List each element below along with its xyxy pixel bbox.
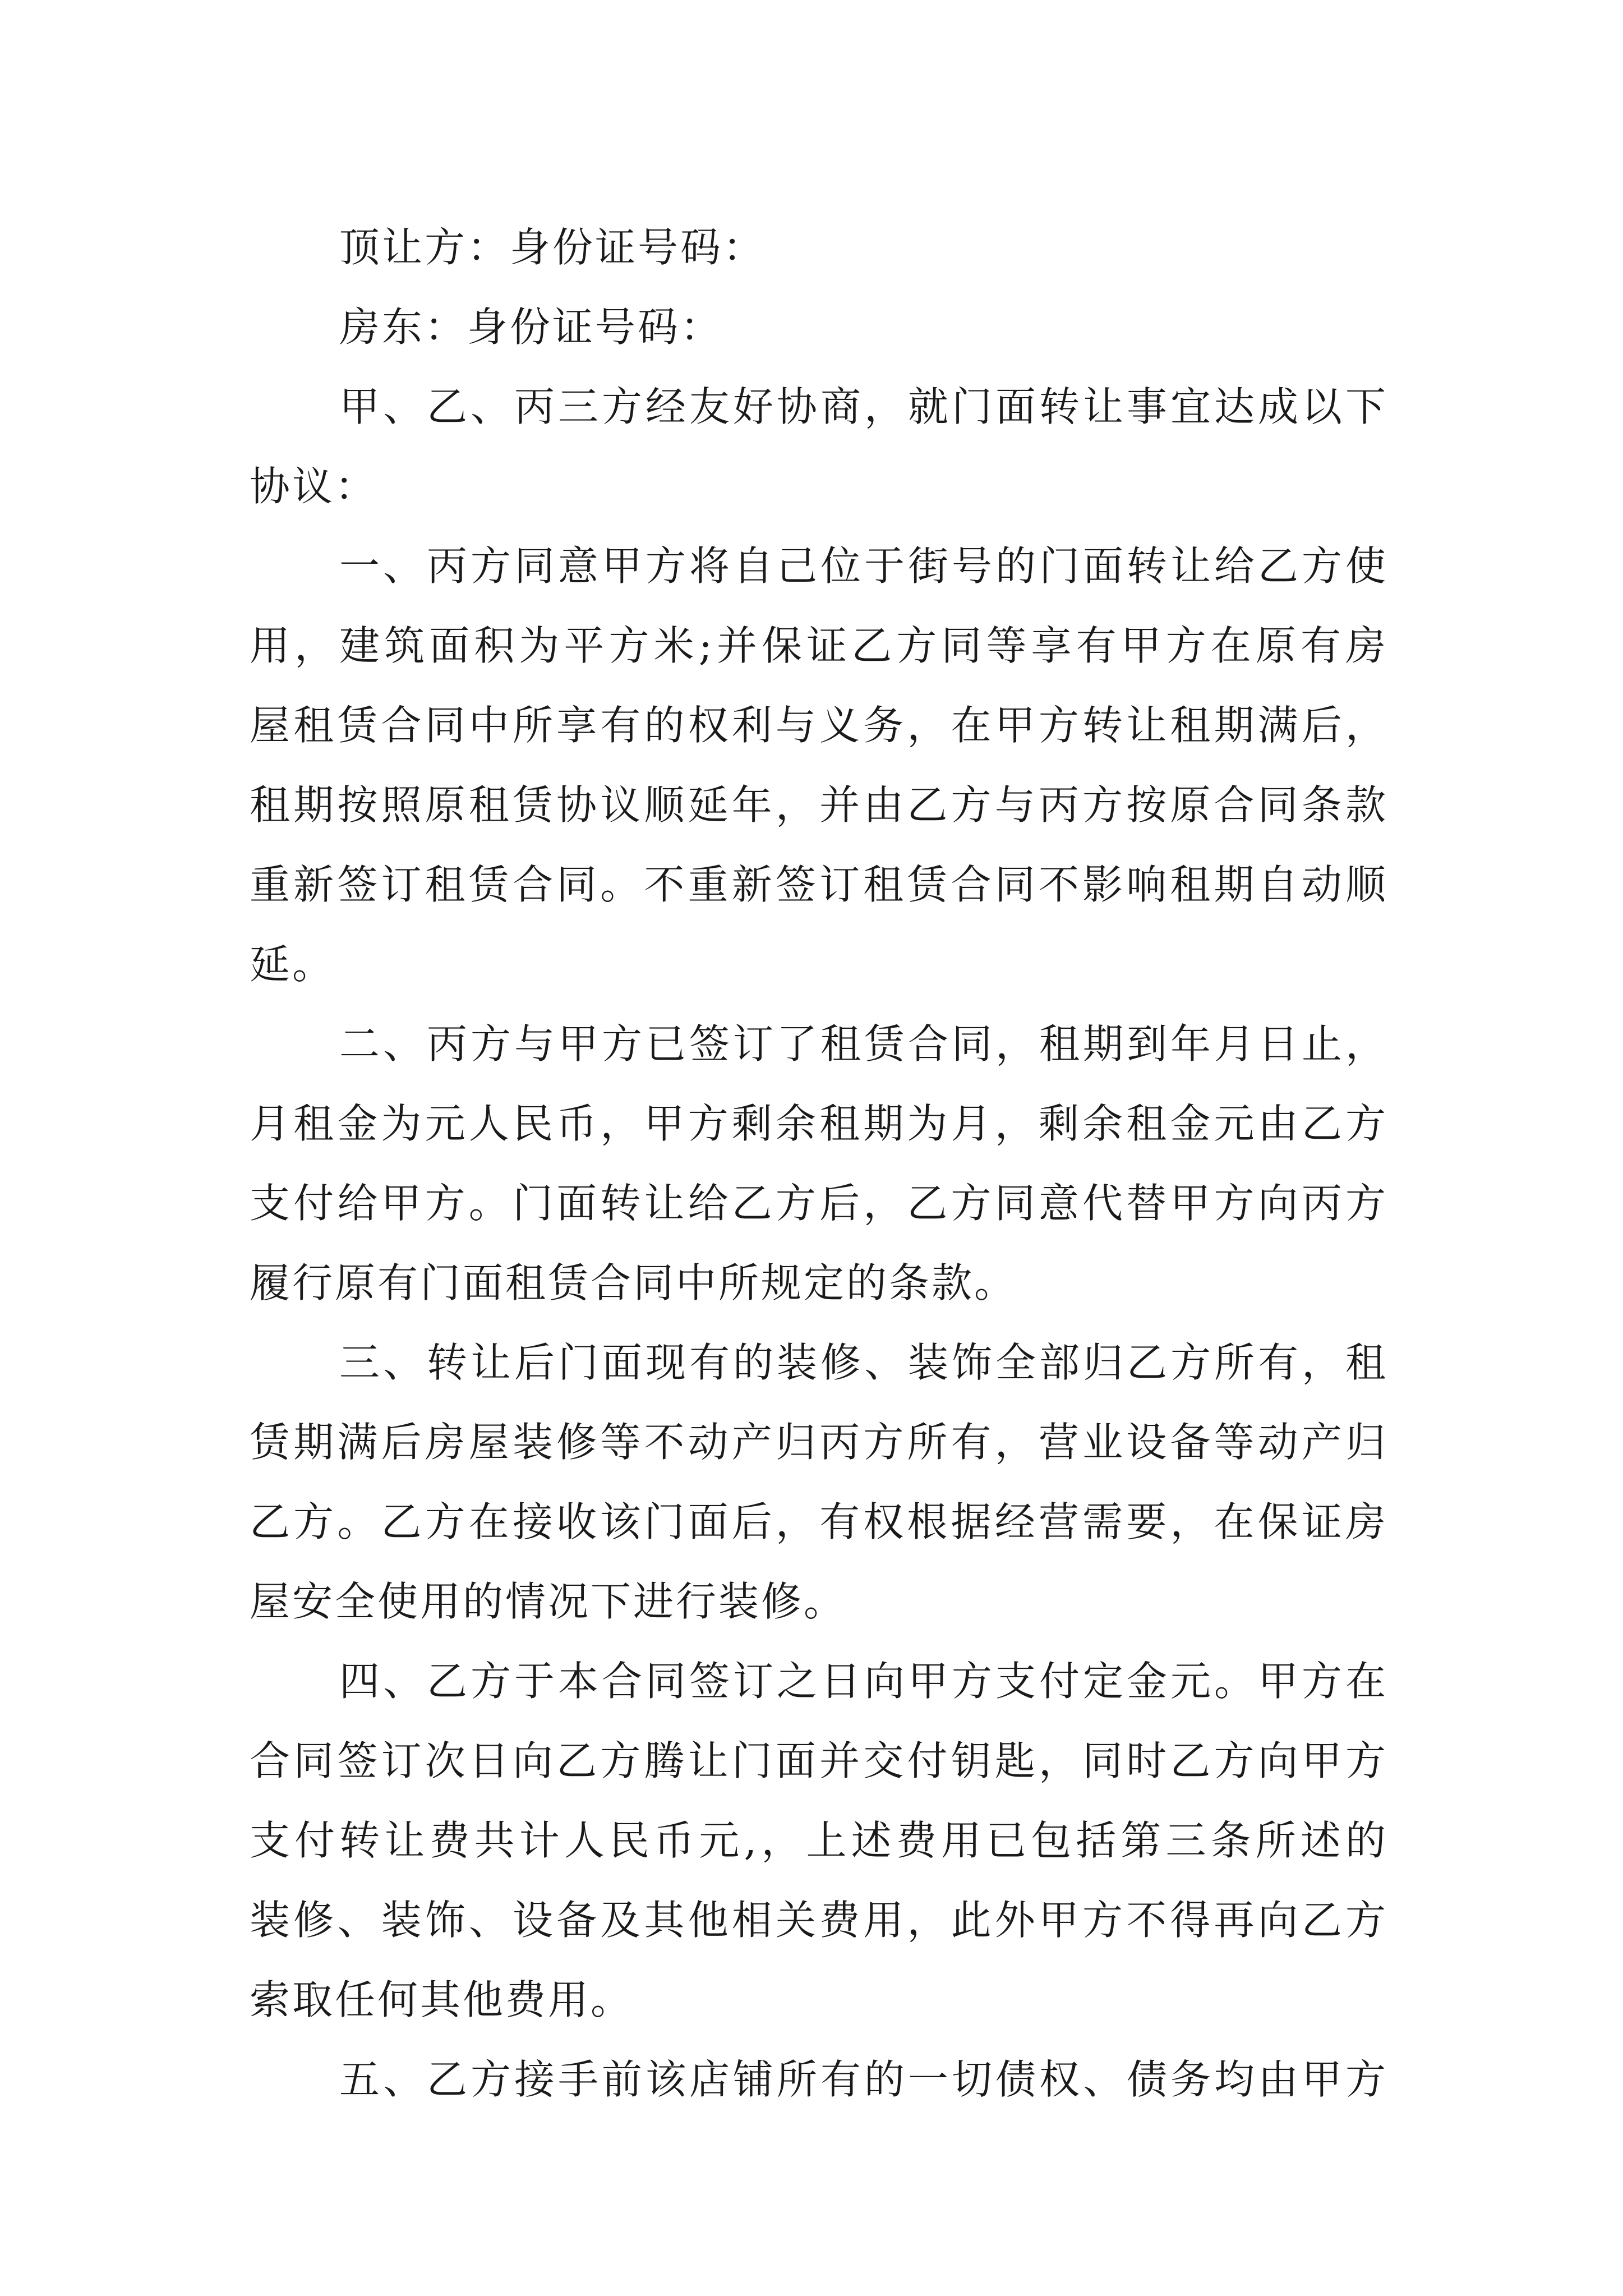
clause-4-line-1: 四、乙方于本合同签订之日向甲方支付定金元。甲方在	[339, 1658, 1388, 1705]
clause-1-line-4: 租期按照原租赁协议顺延年，并由乙方与丙方按原合同条款	[250, 781, 1388, 829]
clause-1-line-1: 一、丙方同意甲方将自己位于街号的门面转让给乙方使	[339, 542, 1388, 590]
document-body	[250, 208, 1388, 2119]
clause-3-line-2: 赁期满后房屋装修等不动产归丙方所有，营业设备等动产归	[250, 1419, 1388, 1466]
intro-line-1: 甲、乙、丙三方经友好协商，就门面转让事宜达成以下	[339, 383, 1388, 430]
clause-2-line-3: 支付给甲方。门面转让给乙方后，乙方同意代替甲方向丙方	[250, 1180, 1388, 1227]
clause-2-line-4: 履行原有门面租赁合同中所规定的条款。	[250, 1259, 1017, 1306]
transferor-id-line: 顶让方：身份证号码：	[339, 224, 766, 271]
intro-line-2: 协议：	[250, 463, 378, 510]
clause-4-line-3: 支付转让费共计人民币元,，上述费用已包括第三条所述的	[250, 1817, 1388, 1864]
clause-3-line-1: 三、转让后门面现有的装修、装饰全部归乙方所有，租	[339, 1339, 1388, 1386]
clause-1-line-2: 用，建筑面积为平方米;并保证乙方同等享有甲方在原有房	[250, 622, 1388, 669]
clause-2-line-2: 月租金为元人民币，甲方剩余租期为月，剩余租金元由乙方	[250, 1100, 1388, 1147]
clause-1-line-3: 屋租赁合同中所享有的权利与义务，在甲方转让租期满后，	[250, 702, 1388, 749]
clause-1-line-5: 重新签订租赁合同。不重新签订租赁合同不影响租期自动顺	[250, 861, 1388, 908]
landlord-id-line: 房东：身份证号码：	[339, 303, 723, 351]
clause-4-line-5: 索取任何其他费用。	[250, 1976, 634, 2023]
clause-5-line-1: 五、乙方接手前该店铺所有的一切债权、债务均由甲方	[339, 2056, 1388, 2103]
clause-3-line-3: 乙方。乙方在接收该门面后，有权根据经营需要，在保证房	[250, 1498, 1388, 1545]
clause-4-line-2: 合同签订次日向乙方腾让门面并交付钥匙，同时乙方向甲方	[250, 1737, 1388, 1784]
clause-1-line-6: 延。	[250, 941, 335, 988]
clause-4-line-4: 装修、装饰、设备及其他相关费用，此外甲方不得再向乙方	[250, 1897, 1388, 1944]
clause-3-line-4: 屋安全使用的情况下进行装修。	[250, 1578, 847, 1625]
clause-2-line-1: 二、丙方与甲方已签订了租赁合同，租期到年月日止，	[339, 1020, 1388, 1068]
